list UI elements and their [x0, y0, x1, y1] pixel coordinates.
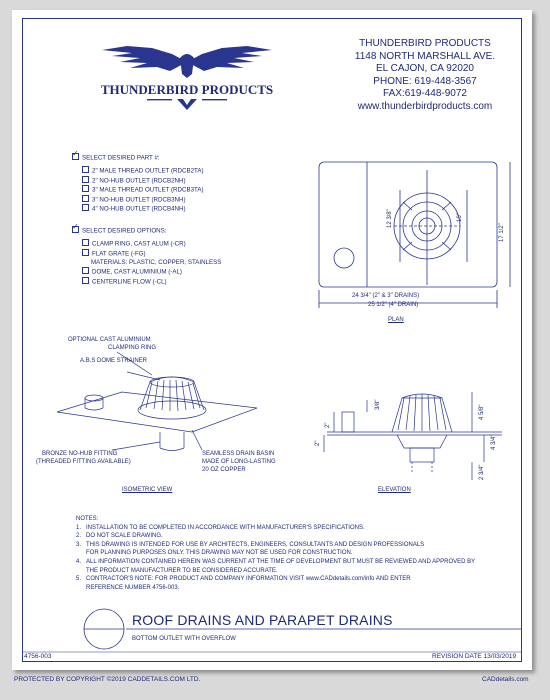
caddetails-brand[interactable]: CADdetails.com [482, 676, 529, 683]
plan-dim-right: 17 1/2" [499, 223, 505, 242]
elev-dim-f: 2 3/4" [479, 464, 485, 480]
iso-label-fitting-2: (THREADED FITTING AVAILABLE) [36, 459, 131, 465]
note-row: REFERENCE NUMBER 4756-003. [86, 584, 180, 591]
revision-date: REVISION DATE 13/03/2019 [432, 653, 517, 660]
part-option[interactable]: 3" MALE THREAD OUTLET (RDCB3TA) [82, 185, 204, 195]
option-checkbox[interactable] [82, 277, 89, 284]
option-item[interactable]: DOME, CAST ALUMINIUM (-AL) [82, 267, 221, 277]
elev-dim-b: 2" [325, 422, 331, 428]
copyright-notice: PROTECTED BY COPYRIGHT ©2019 CADDETAILS.COM LTD. [14, 676, 201, 683]
company-fax: FAX:619-448-9072 [383, 88, 467, 99]
company-address: 1148 NORTH MARSHALL AVE. [354, 50, 496, 62]
company-phone: PHONE: 619-448-3567 [373, 75, 477, 87]
part-checkbox[interactable] [82, 195, 89, 202]
part-checkbox[interactable] [82, 176, 89, 183]
elev-dim-a: 3/8" [375, 399, 381, 410]
isometric-caption: ISOMETRIC VIEW [122, 487, 173, 493]
option-item[interactable]: FLAT GRATE (-FG) [82, 249, 221, 259]
option-checkbox[interactable] [82, 267, 89, 274]
plan-caption: PLAN [388, 317, 404, 323]
note-row: 5. CONTRACTOR'S NOTE: FOR PRODUCT AND COMPANY INFORMATION VISIT www.CADdetails.com/info AND ENTER [76, 576, 411, 583]
options-heading: ✓SELECT DESIRED OPTIONS: [72, 226, 166, 236]
plan-view-drawing [302, 150, 522, 340]
note-row: 4. ALL INFORMATION CONTAINED HEREIN WAS CURRENT AT THE TIME OF DEVELOPMENT BUT MUST BE REVIEWED AND APPROVED BY [76, 558, 476, 565]
part-checkbox[interactable] [82, 185, 89, 192]
logo-text: THUNDERBIRD PRODUCTS [100, 82, 274, 97]
note-row: 3. THIS DRAWING IS INTENDED FOR USE BY ARCHITECTS, ENGINEERS, CONSULTANTS AND DESIGN PROFESSIONALS [76, 541, 425, 548]
iso-label-dome: A.B.S DOME STRAINER [80, 358, 148, 364]
plan-dim-inner: 10" [457, 213, 463, 222]
company-name: THUNDERBIRD PRODUCTS [359, 38, 491, 49]
option-checkbox[interactable] [82, 239, 89, 246]
option-materials: MATERIALS: PLASTIC, COPPER, STAINLESS [91, 259, 222, 266]
notes-block [76, 515, 516, 592]
company-website: www.thunderbirdproducts.com [357, 100, 493, 112]
part-list [82, 166, 204, 214]
drawing-title: ROOF DRAINS AND PARAPET DRAINS [132, 612, 393, 628]
company-city: EL CAJON, CA 92020 [375, 63, 474, 74]
option-item[interactable]: CLAMP RING, CAST ALUM (-CR) [82, 239, 221, 249]
company-info [330, 38, 520, 113]
part-checkbox[interactable] [82, 166, 89, 173]
iso-label-clamp-1: OPTIONAL CAST ALUMINIUM [68, 337, 151, 343]
elevation-caption: ELEVATION [378, 487, 411, 493]
options-list [82, 239, 221, 286]
elev-dim-c: 2" [315, 440, 321, 446]
part-option[interactable]: 3" NO-HUB OUTLET (RDCB3NH) [82, 195, 204, 205]
drawing-subtitle: BOTTOM OUTLET WITH OVERFLOW [132, 636, 236, 642]
elev-dim-d: 4 5/8" [479, 404, 485, 420]
note-row: FOR PLANNING PURPOSES ONLY. THIS DRAWING MAY NOT BE USED FOR CONSTRUCTION. [86, 550, 353, 557]
option-checkbox[interactable] [82, 249, 89, 256]
iso-label-basin-2: MADE OF LONG-LASTING [202, 459, 276, 465]
plan-dim-width-1: 24 3/4" (2" & 3" DRAINS) [352, 293, 420, 299]
drawing-sheet [12, 10, 532, 670]
note-row: 1. INSTALLATION TO BE COMPLETED IN ACCORDANCE WITH MANUFACTURER'S SPECIFICATIONS. [76, 524, 365, 531]
options-heading-checkbox[interactable] [72, 226, 79, 233]
part-checkbox[interactable] [82, 204, 89, 211]
notes-heading: NOTES: [76, 516, 99, 522]
part-heading: ✓SELECT DESIRED PART #: [72, 153, 160, 163]
iso-label-basin-1: SEAMLESS DRAIN BASIN [202, 451, 275, 457]
option-item[interactable]: CENTERLINE FLOW (-CL) [82, 277, 221, 287]
title-circle-symbol [82, 607, 126, 651]
reference-number: 4756-003 [24, 653, 52, 660]
elev-dim-e: 4 3/4" [491, 434, 497, 450]
part-heading-checkbox[interactable] [72, 153, 79, 160]
plan-dim-width-2: 25 1/2" (4" DRAIN) [368, 302, 419, 308]
iso-label-basin-3: 20 OZ COPPER [202, 467, 246, 473]
iso-label-clamp-2: CLAMPING RING [108, 345, 157, 351]
part-option[interactable]: 4" NO-HUB OUTLET (RDCB4NH) [82, 204, 204, 214]
plan-dim-left: 12 3/8" [387, 209, 393, 228]
part-option[interactable]: 2" NO-HUB OUTLET (RDCB2NH) [82, 176, 204, 186]
part-option[interactable]: 2" MALE THREAD OUTLET (RDCB2TA) [82, 166, 204, 176]
thunderbird-logo [92, 44, 282, 114]
iso-label-fitting-1: BRONZE NO-HUB FITTING [42, 451, 118, 457]
note-row: THE PRODUCT MANUFACTURER TO BE CONSIDERED ACCURATE. [86, 567, 278, 574]
note-row: 2. DO NOT SCALE DRAWING. [76, 533, 163, 540]
